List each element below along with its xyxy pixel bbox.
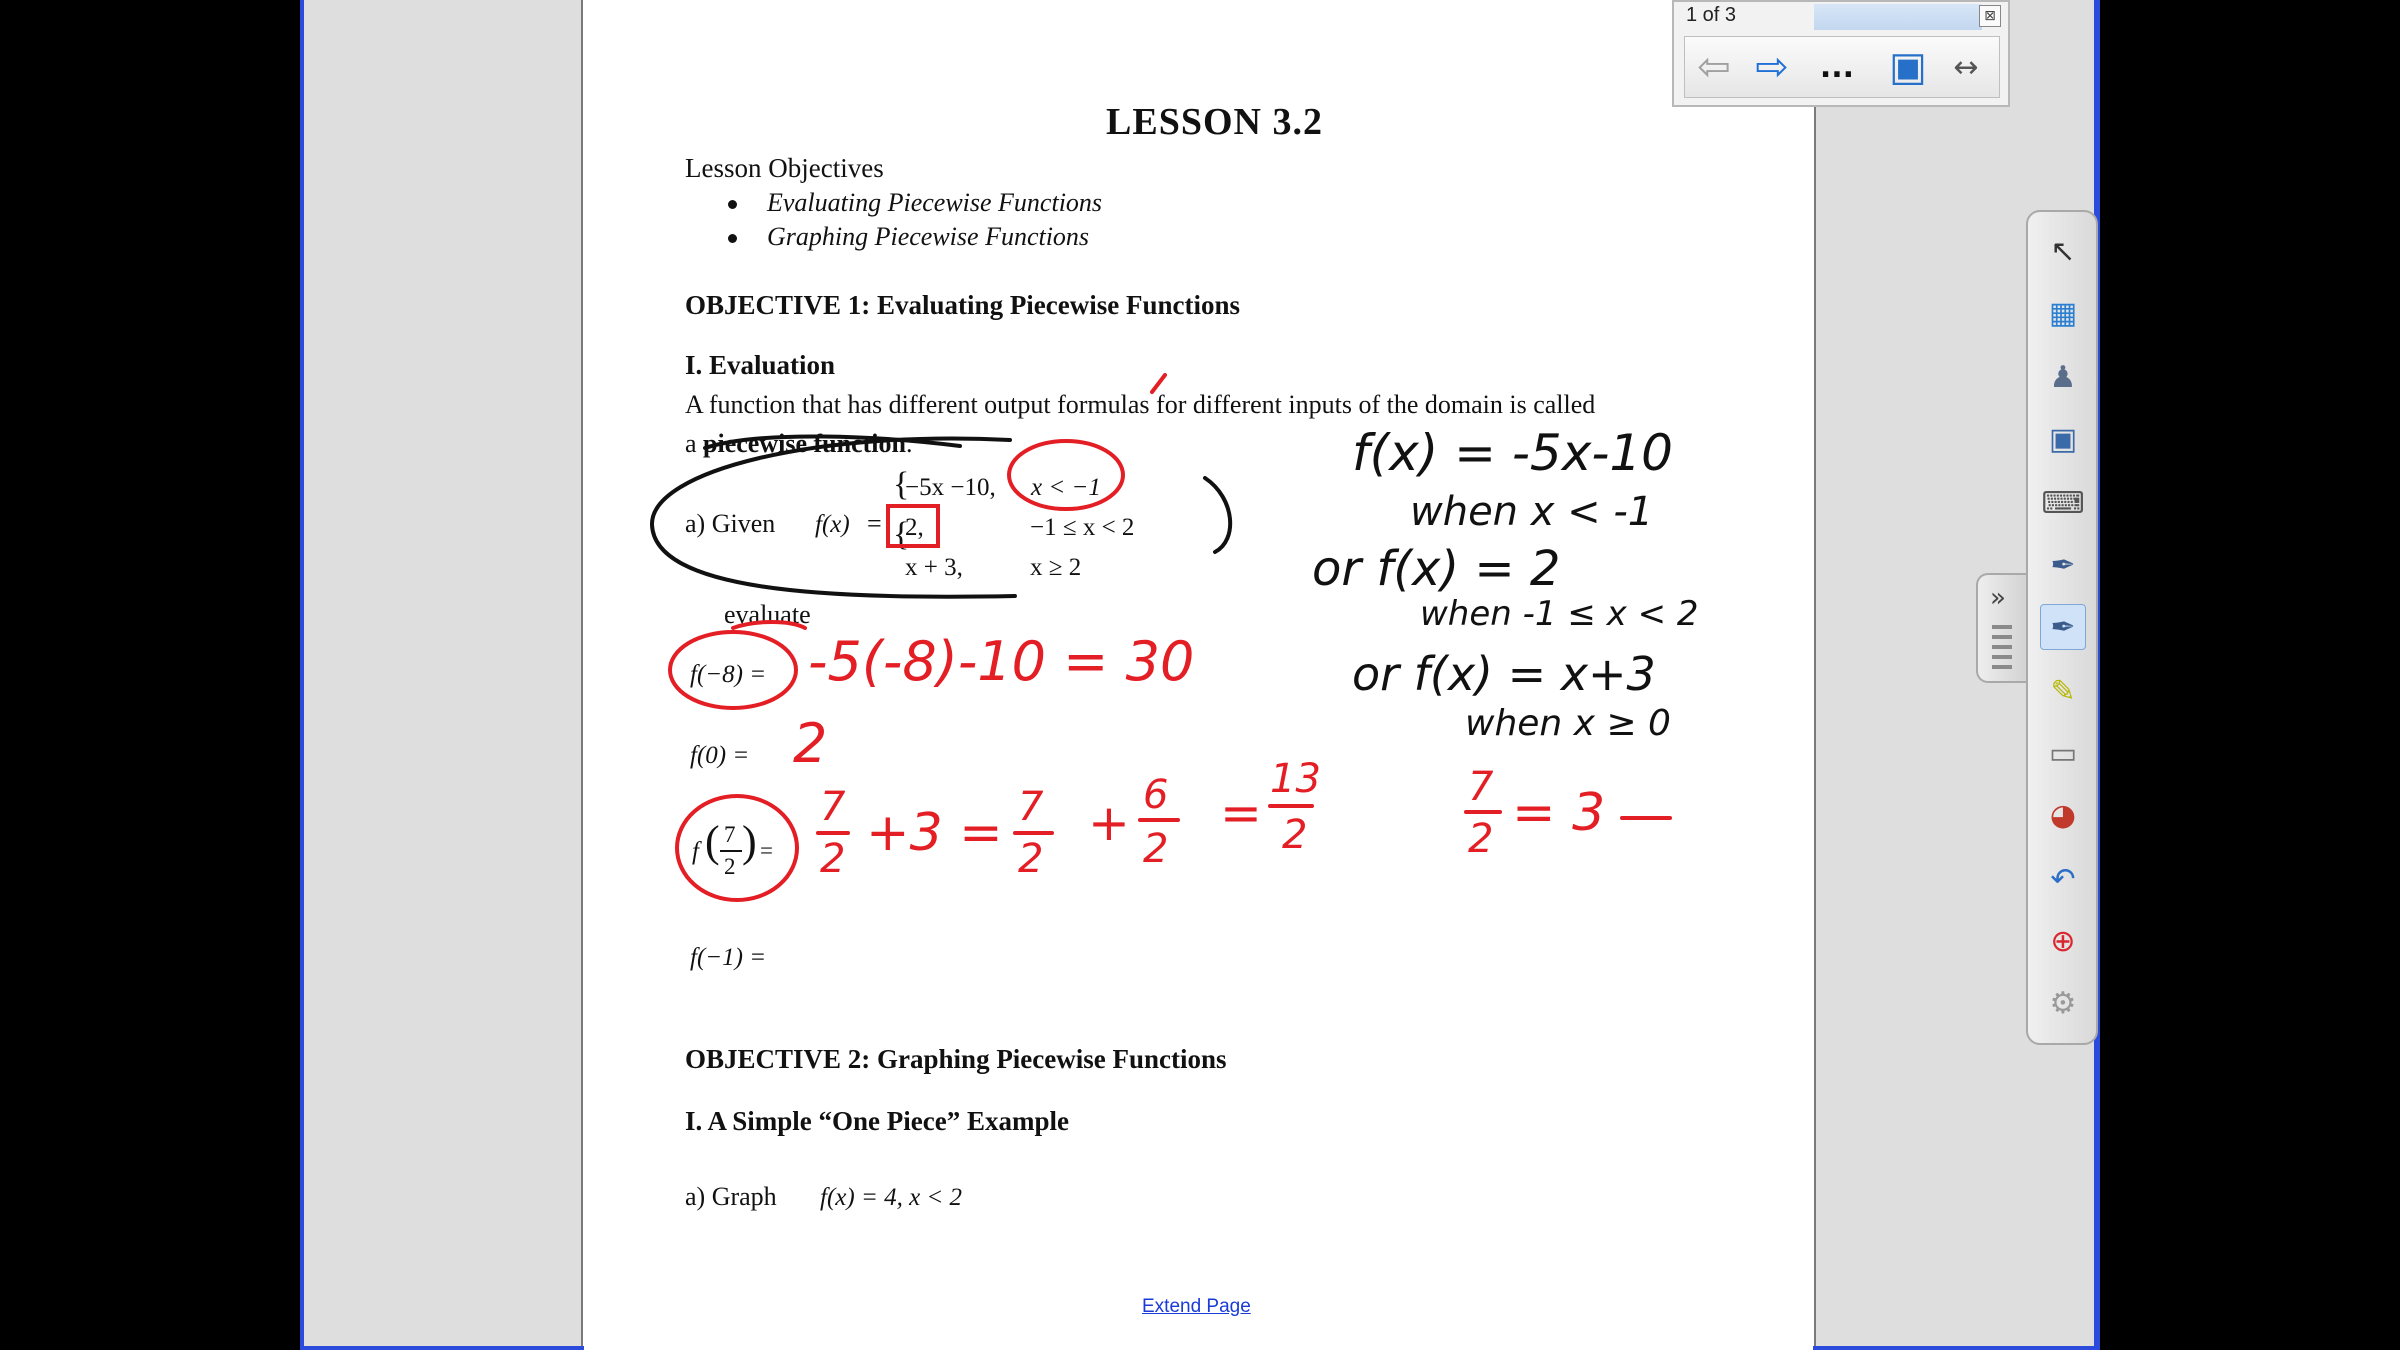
red-frac-num-2: 7 [1018,784,1044,830]
left-gutter [300,0,583,1350]
definition-term: piecewise function [703,429,906,458]
red-frac-den-4: 2 [1282,812,1308,858]
black-note-line-2: when x < -1 [1410,489,1654,535]
eval-f-0: f(0) = [690,742,750,769]
black-note-line-3: or f(x) = 2 [1312,541,1561,597]
red-frac-num-4: 13 [1270,756,1321,802]
given-function-name: f(x) [815,511,850,538]
red-answer-fneg8: -5(-8)-10 = 30 [808,630,1195,693]
next-page-arrow-icon[interactable]: ⇨ [1755,44,1789,90]
tool-palette [2026,210,2098,1045]
eval-f-neg8: f(−8) = [690,661,767,688]
objective-1-heading: OBJECTIVE 1: Evaluating Piecewise Functions [685,290,1241,320]
extend-page-link[interactable]: Extend Page [1142,1296,1251,1317]
screen-capture-icon[interactable]: ▣ [2048,421,2078,457]
highlighter-icon[interactable]: ✎ [2050,673,2076,709]
eraser-icon[interactable]: ▭ [2048,735,2078,771]
frac-equals: = [760,838,773,863]
lesson-title: LESSON 3.2 [1106,101,1323,143]
red-side-den: 2 [1468,816,1494,862]
graph-label: a) Graph [685,1182,777,1211]
graph-expression: f(x) = 4, x < 2 [820,1184,963,1211]
given-label: a) Given [685,509,776,538]
piece-condition-3: x ≥ 2 [1030,554,1082,581]
brace-glyph: { [893,516,910,553]
page-navigation-widget [1672,0,2010,107]
widget-toolbar [1684,36,2000,98]
resize-arrows-icon[interactable]: ↔ [1953,49,1979,85]
close-icon[interactable]: ⊠ [1979,5,2001,27]
shape-fill-icon[interactable]: ◕ [2049,797,2077,833]
keyboard-icon[interactable]: ⌨ [2041,485,2085,521]
red-side-result: = 3 [1512,783,1606,843]
expand-chevron-icon: » [1990,583,2006,613]
objectives-heading: Lesson Objectives [685,153,884,183]
paren-open: ( [705,817,720,866]
piece-condition-1: x < −1 [1031,474,1101,501]
bullet-dot [728,234,737,243]
red-plus-three-eq: +3 = [866,803,1003,863]
piece-condition-2: −1 ≤ x < 2 [1030,514,1135,541]
red-side-num: 7 [1468,764,1494,810]
frame-border-left [300,0,304,1350]
previous-page-arrow-icon[interactable]: ⇦ [1697,44,1731,90]
piece-formula-1: −5x −10, [905,474,996,501]
add-icon[interactable]: ⊕ [2050,923,2076,959]
section-one-piece-heading: I. A Simple “One Piece” Example [685,1106,1069,1136]
brace-glyph: { [893,466,910,503]
pen-icon[interactable]: ✒ [2050,547,2076,583]
page-counter: 1 of 3 [1686,4,1737,26]
black-note-line-1: f(x) = -5x-10 [1352,424,1673,482]
objective-item: Evaluating Piecewise Functions [767,188,1103,217]
eval-f-frac-name: f [692,838,699,865]
red-frac-num-3: 6 [1143,772,1169,818]
undo-icon[interactable]: ↶ [2050,861,2076,897]
evaluate-label: evaluate [724,600,811,629]
settings-gear-icon[interactable]: ⚙ [2049,985,2077,1021]
widget-title-bar[interactable] [1814,4,1982,30]
definition-line-1: A function that has different output formulas for different inputs of the domain is called [685,390,1596,419]
red-frac-den-2: 2 [1018,836,1044,882]
definition-line-2 [685,429,912,459]
eval-f-neg1: f(−1) = [690,944,767,971]
frac-numerator: 7 [724,822,736,847]
paren-close: ) [742,817,757,866]
frac-bar [720,850,742,852]
red-answer-f0: 2 [793,712,828,775]
palette-collapse-handle[interactable] [1976,573,2028,683]
black-note-line-4: when -1 ≤ x < 2 [1420,594,1699,634]
given-equals: = [867,509,882,538]
objective-item: Graphing Piecewise Functions [767,222,1090,251]
presenter-icon[interactable]: ♟ [2049,359,2077,395]
objective-2-heading: OBJECTIVE 2: Graphing Piecewise Functions [685,1044,1227,1074]
notebook-page-icon[interactable]: ▦ [2048,295,2078,331]
grip-dots-icon [1992,625,2012,671]
display-screen-icon[interactable]: ▣ [1889,44,1927,90]
more-options-icon[interactable]: ... [1819,49,1855,85]
definition-period: . [905,429,913,458]
red-frac-num-1: 7 [820,784,846,830]
section-evaluation-heading: I. Evaluation [685,350,836,380]
select-arrow-icon[interactable]: ↖ [2050,233,2076,269]
red-equals: = [1220,784,1262,842]
red-frac-den-1: 2 [820,836,846,882]
red-plus: + [1088,794,1130,852]
black-note-line-5: or f(x) = x+3 [1352,647,1656,701]
red-frac-den-3: 2 [1143,826,1169,872]
piece-formula-2: 2, [905,514,924,541]
black-note-line-6: when x ≥ 0 [1465,703,1671,744]
bullet-dot [728,200,737,209]
frac-denominator: 2 [724,854,736,879]
piece-formula-3: x + 3, [905,554,963,581]
creative-pen-icon[interactable]: ✒ [2040,604,2086,650]
definition-prefix: a [685,429,704,458]
